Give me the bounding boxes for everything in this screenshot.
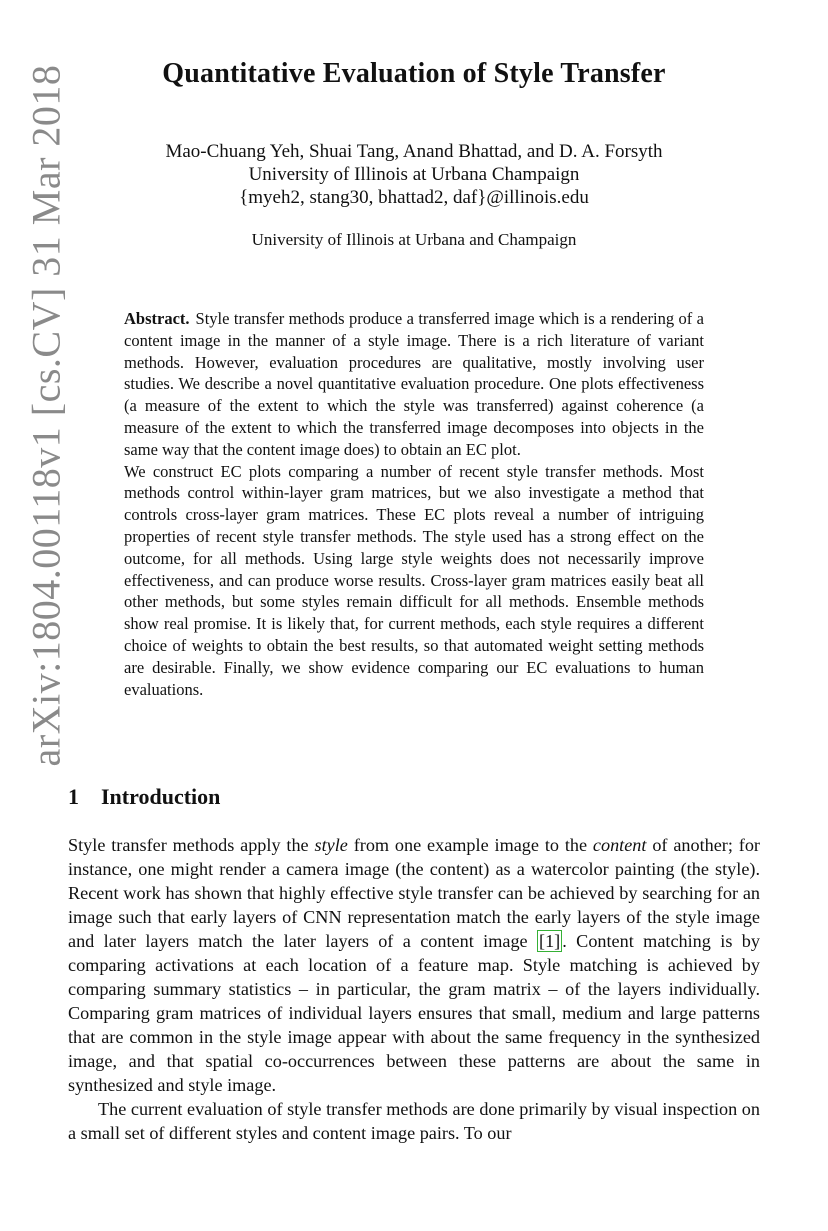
abstract-paragraph-2: We construct EC plots comparing a number of recent style transfer methods. Most methods control within-layer gram matrices, but we also investigate a method that controls cross-layer gram matrices. These EC plots reveal a number of intriguing properties of recent style transfer methods. The style used has a strong effect on the outcome, for all methods. Using large style weights does not necessarily improve effectiveness, and can produce worse results. Cross-layer gram matrices easily beat all other methods, but some styles remain difficult for all methods. Ensemble methods show real promise. It is likely that, for current methods, each style requires a different choice of weights to obtain the best results, so that automated weight setting methods are desirable. Finally, we show evidence comparing our EC evaluations to human evaluations. — [124, 461, 704, 699]
section-heading — [68, 784, 220, 810]
author-block — [0, 140, 828, 209]
secondary-affiliation: University of Illinois at Urbana and Champaign — [251, 230, 577, 249]
intro-text-segment: of another; for instance, one might render a camera image (the content) as a watercolor painting (the style). Recent work has shown that highly effective style transfer can be achieved by searching for an image such that early layers of CNN representation match the early layers of the style image and later layers match the later layers of a content image — [68, 835, 760, 951]
intro-paragraph-1 — [68, 833, 760, 1097]
author-affiliation: University of Illinois at Urbana Champaign — [248, 164, 580, 185]
section-number: 1 — [68, 784, 79, 809]
abstract — [124, 308, 704, 700]
intro-text-segment: Style transfer methods apply the — [68, 835, 315, 855]
abstract-label: Abstract. — [124, 309, 190, 328]
abstract-paragraph-1 — [124, 308, 704, 461]
citation-link[interactable]: [1] — [539, 931, 561, 951]
abstract-text-1: Style transfer methods produce a transferred image which is a rendering of a content image in the manner of a style image. There is a rich literature of variant methods. However, evaluation procedures are qualitative, mostly involving user studies. We describe a novel quantitative evaluation procedure. One plots effectiveness (a measure of the extent to which the style was transferred) against coherence (a measure of the extent to which the transferred image decomposes into objects in the same way that the content image does) to obtain an EC plot. — [124, 309, 704, 459]
arxiv-identifier-text: arXiv:1804.00118v1 [cs.CV] 31 Mar 2018 — [23, 64, 69, 766]
intro-text-segment: . Content matching is by comparing activations at each location of a feature map. Style matching is achieved by comparing summary statistics – in particular, the gram matrix – of the layers individually. Comparing gram matrices of individual layers ensures that small, medium and large patterns that are common in the style image appear with about the same frequency in the synthesized image, and that spatial co-occurrences between these patterns are about the same in synthesized and style image. — [68, 931, 760, 1095]
intro-paragraph-2: The current evaluation of style transfer methods are done primarily by visual inspection on a small set of different styles and content image pairs. To our — [68, 1099, 760, 1143]
author-list: Mao-Chuang Yeh, Shuai Tang, Anand Bhattad, and D. A. Forsyth — [165, 141, 663, 162]
intro-text-segment: from one example image to the — [347, 835, 593, 855]
section-title: Introduction — [101, 784, 221, 809]
introduction-body — [68, 833, 760, 1145]
emphasis-content: content — [592, 835, 647, 855]
paper-title: Quantitative Evaluation of Style Transfer — [162, 58, 666, 89]
author-emails: {myeh2, stang30, bhattad2, daf}@illinois.edu — [239, 187, 589, 208]
emphasis-style: style — [314, 835, 348, 855]
